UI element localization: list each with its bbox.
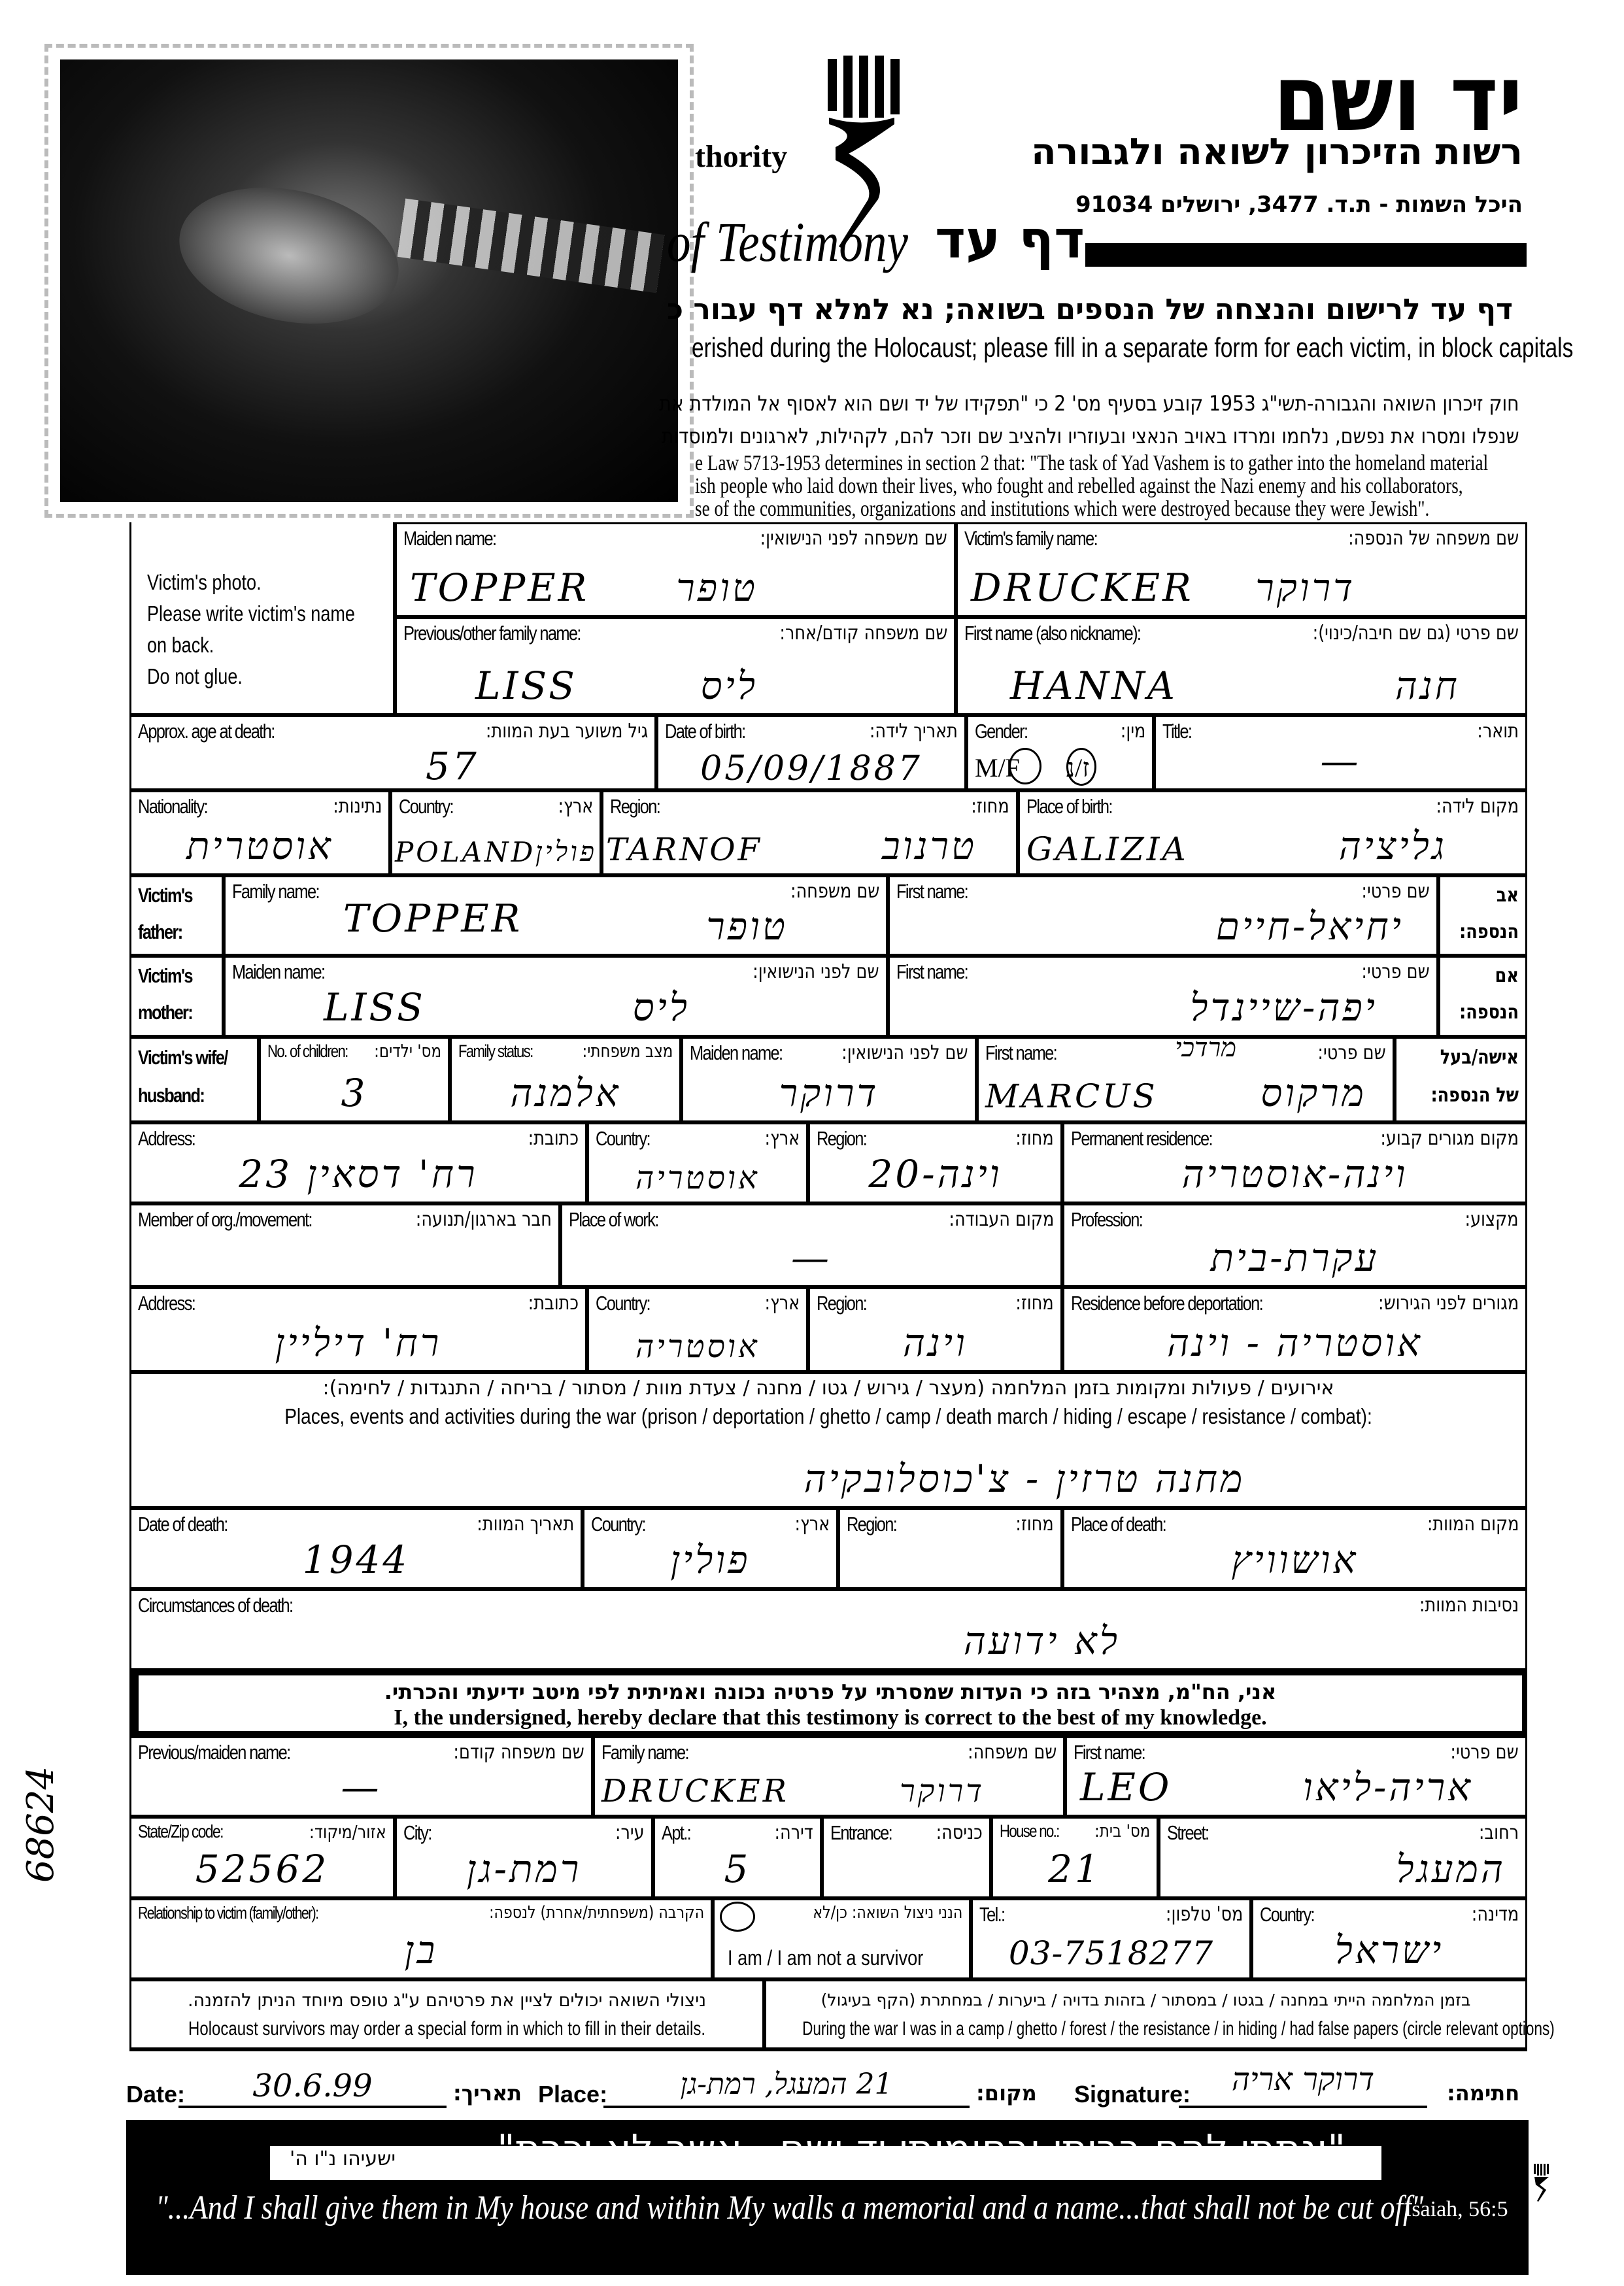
value: אוסטריה - וינה <box>1167 1320 1423 1365</box>
gender-field[interactable] <box>966 715 1154 790</box>
label: Member of org./movement: <box>138 1208 312 1231</box>
label: First name: <box>896 960 968 983</box>
photo-note-cell <box>129 522 395 715</box>
label: First name (also nickname): <box>964 622 1141 645</box>
place-label: Place: <box>538 2081 608 2108</box>
photo-note-line: Please write victim's name <box>147 601 355 626</box>
law-english-3: se of the communities, organizations and institutions which were destroyed because they were Jewish". <box>695 497 1430 521</box>
gender-selected-circle-hebrew <box>1066 748 1096 786</box>
photo-note-line: Victim's photo. <box>147 570 262 594</box>
label-hebrew: אזור/מיקוד: <box>309 1821 386 1843</box>
label: Address: <box>138 1292 195 1315</box>
label: Victim's family name: <box>964 527 1098 550</box>
label-hebrew: נסיבות המוות: <box>1419 1594 1519 1617</box>
label-hebrew: נתינות: <box>332 795 382 818</box>
label: Nationality: <box>138 795 208 818</box>
authority-hebrew: רשות הזיכרון לשואה ולגבורה <box>1031 131 1523 173</box>
date-label: Date: <box>126 2081 186 2108</box>
label: Permanent residence: <box>1071 1127 1212 1150</box>
label: Previous/maiden name: <box>138 1741 290 1764</box>
value-hebrew: פולין <box>535 835 597 867</box>
margin-record-number: 68624 <box>20 1766 62 1883</box>
label: Region: <box>817 1292 867 1315</box>
label-hebrew: שם לפני הנישואין: <box>841 1041 968 1064</box>
label: Tel.: <box>979 1903 1005 1926</box>
label-hebrew: מס' בית: <box>1094 1821 1150 1841</box>
spouse-first-name-field[interactable] <box>977 1033 1395 1122</box>
label: Place of work: <box>569 1208 658 1231</box>
value: ישראל <box>1334 1928 1444 1972</box>
label: First name: <box>1074 1741 1145 1764</box>
label: Place of birth: <box>1026 795 1112 818</box>
quote-english-reference: Isaiah, 56:5 <box>1404 2197 1508 2221</box>
mother-hebrew-label-cell <box>1438 956 1527 1037</box>
label-hebrew: מחוז: <box>1015 1127 1054 1150</box>
label: Maiden name: <box>403 527 496 550</box>
label-hebrew: רחוב: <box>1478 1821 1519 1844</box>
father-hebrew-label-cell <box>1438 875 1527 956</box>
value-latin: TOPPER <box>343 896 523 941</box>
label-hebrew: שם לפני הנישואין: <box>753 960 879 983</box>
value: 1944 <box>302 1538 410 1582</box>
spouse-maiden-name-field[interactable] <box>681 1037 977 1122</box>
label-hebrew: מחוז: <box>971 795 1009 818</box>
first-name-field[interactable] <box>956 617 1527 715</box>
mother-label-cell <box>129 956 224 1037</box>
value: לא ידועה <box>963 1619 1120 1663</box>
member-org-field[interactable] <box>129 1203 560 1287</box>
value-hebrew: טופר <box>706 904 788 949</box>
instructions-hebrew: דף עד לרישום והנצחה של הנספים בשואה; נא למלא דף עבור כ <box>667 293 1513 326</box>
maiden-name-field[interactable] <box>395 522 956 617</box>
war-label-hebrew: אירועים / פעולות ומקומות בזמן המלחמה (מעצר / גירוש / גטו / מחנה / צעדת מוות / מסתור / בריחה / התנגדות / לחימה): <box>322 1377 1334 1400</box>
label-hebrew: מקום העבודה: <box>949 1208 1054 1231</box>
label-hebrew: ארץ: <box>764 1127 800 1150</box>
title-english: of Testimony <box>667 210 908 273</box>
label: Region: <box>817 1127 867 1150</box>
value: אושוויץ <box>1231 1538 1359 1582</box>
submitter-first-name-field[interactable] <box>1065 1736 1527 1817</box>
value: יחיאל-חיים <box>1215 904 1404 949</box>
value-hebrew: טופר <box>676 565 758 610</box>
deportation-address-field[interactable] <box>129 1287 587 1372</box>
value: 52562 <box>195 1847 330 1891</box>
label-hebrew: ארץ: <box>558 795 593 818</box>
survivors-note-cell <box>129 1979 764 2051</box>
label-hebrew: מקום מגורים קבוע: <box>1380 1127 1519 1150</box>
value: — <box>341 1765 382 1809</box>
signoff-line <box>126 2061 1529 2113</box>
place-of-birth-field[interactable] <box>1018 790 1527 875</box>
death-region-field[interactable] <box>838 1508 1062 1589</box>
label-hebrew: ארץ: <box>764 1292 800 1315</box>
label-hebrew: שם פרטי: <box>1361 880 1430 903</box>
label-hebrew: כניסה: <box>936 1821 983 1844</box>
title-field[interactable] <box>1154 715 1527 790</box>
war-status-note-english: During the war I was in a camp / ghetto / forest / the resistance / in hiding / had false papers (circle relevant options) <box>802 2018 1555 2040</box>
label: Country: <box>591 1513 645 1536</box>
value-hebrew: ליס <box>700 664 758 708</box>
region-of-birth-field[interactable] <box>601 790 1018 875</box>
label-hebrew: שם משפחה לפני הנישואין: <box>760 527 947 550</box>
photo-sleeve <box>398 199 665 294</box>
law-hebrew-2: שנפלו ומסרו את נפשם, נלחמו ומרדו באויב הנאצי ובעוזריו ולהציב שם וזכר להם, לקהילות, לארגונים ולמוסדות <box>662 424 1519 448</box>
label: Victim's wife/ husband: <box>138 1046 228 1107</box>
circumstances-of-death-field[interactable] <box>129 1589 1527 1670</box>
value-latin: TARNOF <box>606 832 762 868</box>
address-hebrew: היכל השמות - ת.ד. 3477, ירושלים 91034 <box>1075 192 1523 218</box>
value: 5 <box>724 1847 751 1891</box>
law-english-1: e Law 5713-1953 determines in section 2 that: "The task of Yad Vashem is to gather into the homeland material <box>695 451 1489 475</box>
declaration-hebrew: אני, הח"מ, מצהיר בזה כי העדות שמסרתי על פרטיה נכונה ואמיתית לפי מיטב ידיעתי והכרתי. <box>384 1679 1277 1704</box>
label-hebrew: מחוז: <box>1015 1292 1054 1315</box>
apartment-field[interactable] <box>653 1817 822 1898</box>
label: Country: <box>399 795 453 818</box>
instructions-english: erished during the Holocaust; please fill in a separate form for each victim, in block capitals <box>692 332 1574 363</box>
label-hebrew: שם פרטי (גם שם חיבה/כינוי): <box>1312 622 1519 645</box>
label-hebrew: הנני ניצול השואה: כן/לא <box>813 1903 962 1923</box>
date-input[interactable]: 30.6.99 <box>178 2068 447 2108</box>
telephone-field[interactable] <box>971 1898 1251 1979</box>
age-field[interactable] <box>129 715 656 790</box>
value-latin: POLAND <box>395 836 536 868</box>
value: — <box>1320 739 1361 783</box>
quote-hebrew-reference: ישעיהו נ"ו ה' <box>290 2147 396 2170</box>
label: Country: <box>1260 1903 1314 1926</box>
value-hebrew: גליציה <box>1338 824 1447 868</box>
nationality-field[interactable] <box>129 790 390 875</box>
label-hebrew: אישה/בעל של הנספה: <box>1430 1046 1519 1107</box>
residence-region-field[interactable] <box>808 1122 1062 1203</box>
deportation-region-field[interactable] <box>808 1287 1062 1372</box>
father-family-name-field[interactable] <box>224 875 888 956</box>
spouse-label-cell <box>129 1037 259 1122</box>
place-label-hebrew: מקום: <box>976 2081 1037 2106</box>
label-hebrew: מין: <box>1120 720 1145 743</box>
value: רח' דיליין <box>275 1320 442 1365</box>
value: 57 <box>426 744 479 788</box>
value-hebrew: חנה <box>1395 664 1460 708</box>
value-hebrew: אריה-ליאו <box>1302 1765 1473 1809</box>
label-hebrew: שם משפחה: <box>790 880 879 903</box>
label: Maiden name: <box>232 960 325 983</box>
label-hebrew: מקום לידה: <box>1436 795 1519 818</box>
label: Family status: <box>458 1041 533 1061</box>
signature-label-hebrew: חתימה: <box>1447 2081 1520 2106</box>
signature-input[interactable]: דרוקר אריה <box>1179 2061 1427 2108</box>
declaration-box <box>129 1670 1527 1736</box>
law-hebrew-1: חוק זיכרון השואה והגבורה-תשי"ג 1953 קובע בסעיף מס' 2 כי "תפקידו של יד ושם הוא לאסוף אל המולדת את <box>659 391 1519 416</box>
death-country-field[interactable] <box>583 1508 838 1589</box>
family-status-field[interactable] <box>450 1037 681 1122</box>
victim-photo <box>44 44 694 518</box>
zip-code-field[interactable] <box>129 1817 395 1898</box>
label-hebrew: אב הנספה: <box>1459 884 1519 943</box>
city-field[interactable] <box>395 1817 653 1898</box>
value-latin: LISS <box>475 664 577 708</box>
quote-banner <box>126 2120 1529 2275</box>
label: First name: <box>985 1041 1057 1064</box>
war-events-field[interactable] <box>129 1372 1527 1508</box>
value: אוסטריה <box>635 1160 760 1196</box>
entrance-field[interactable] <box>822 1817 991 1898</box>
value: רמת-גן <box>466 1847 582 1891</box>
label: Gender: <box>975 720 1028 743</box>
label-hebrew: אם הנספה: <box>1459 964 1519 1024</box>
label: Family name: <box>232 880 319 903</box>
label-hebrew: שם משפחה קודם/אחר: <box>779 622 947 645</box>
deportation-country-field[interactable] <box>587 1287 808 1372</box>
value: אלמנה <box>510 1071 621 1115</box>
value-hebrew: טרנוב <box>881 824 977 868</box>
permanent-residence-field[interactable] <box>1062 1122 1527 1203</box>
value: המעגל <box>1396 1847 1506 1891</box>
label: Profession: <box>1071 1208 1143 1231</box>
label: Title: <box>1162 720 1192 743</box>
label-hebrew: שם משפחה של הנספה: <box>1347 527 1519 550</box>
label-hebrew: חבר בארגון/תנועה: <box>415 1208 552 1231</box>
value-hebrew: ליס <box>632 985 690 1030</box>
value: וינה-20 <box>868 1152 1002 1196</box>
label-hebrew: שם פרטי: <box>1450 1741 1519 1764</box>
house-number-field[interactable] <box>991 1817 1159 1898</box>
value: מחנה טרזין - צ'כוסלובקיה <box>804 1456 1245 1501</box>
value: רח' דסאין 23 <box>239 1152 478 1196</box>
value-latin: GALIZIA <box>1026 830 1189 868</box>
label-hebrew: שם משפחה קודם: <box>453 1741 584 1764</box>
value: יפה-שיינדל <box>1190 985 1378 1030</box>
survivors-note-english: Holocaust survivors may order a special form in which to fill in their details. <box>188 2018 705 2040</box>
photo-note-line: on back. <box>147 633 214 657</box>
value: עקרת-בית <box>1210 1235 1379 1280</box>
title-bar <box>1085 243 1527 267</box>
label-hebrew: גיל משוער בעת המוות: <box>485 720 648 743</box>
value: 03-7518277 <box>1008 1934 1214 1972</box>
label-hebrew: מדינה: <box>1471 1903 1519 1926</box>
label: Residence before deportation: <box>1071 1292 1263 1315</box>
quote-hebrew: "ונתתי להם בביתי ובחומותי יד ושם...אשר לא יכרת" <box>497 2126 1345 2172</box>
label-hebrew: שם פרטי: <box>1317 1041 1386 1064</box>
father-first-name-field[interactable] <box>888 875 1438 956</box>
value: אוסטרית <box>186 824 333 868</box>
label: Country: <box>596 1127 650 1150</box>
photo-face <box>167 169 411 343</box>
gender-selected-circle <box>1009 748 1041 784</box>
mother-maiden-name-field[interactable] <box>224 956 888 1037</box>
gender-options-hebrew: ז/נ <box>1066 753 1090 782</box>
profession-field[interactable] <box>1062 1203 1527 1287</box>
label: Circumstances of death: <box>138 1594 293 1617</box>
law-english-2: ish people who laid down their lives, who fought and rebelled against the Nazi enemy and his collaborators, <box>695 474 1463 498</box>
date-of-death-field[interactable] <box>129 1508 583 1589</box>
label: House no.: <box>1000 1821 1059 1841</box>
label-hebrew: דירה: <box>774 1821 813 1844</box>
title-hebrew: דף עד <box>935 209 1085 270</box>
label: Victim's mother: <box>138 964 193 1024</box>
value: וינה <box>903 1320 968 1365</box>
label: Maiden name: <box>690 1041 783 1064</box>
label: Entrance: <box>830 1821 892 1844</box>
label: State/Zip code: <box>138 1821 223 1841</box>
label-hebrew: כתובת: <box>528 1127 579 1150</box>
label: Approx. age at death: <box>138 720 275 743</box>
country-of-birth-field[interactable] <box>390 790 601 875</box>
street-field[interactable] <box>1159 1817 1527 1898</box>
value-latin: DRUCKER <box>971 565 1194 610</box>
declaration-english: I, the undersigned, hereby declare that this testimony is correct to the best of my knowledge. <box>394 1706 1267 1730</box>
submitter-previous-name-field[interactable] <box>129 1736 593 1817</box>
org-name-hebrew: יד ושם <box>1273 46 1523 152</box>
label: First name: <box>896 880 968 903</box>
label: Family name: <box>601 1741 688 1764</box>
value-hebrew: דרוקר <box>900 1773 985 1809</box>
label-hebrew: עיר: <box>615 1821 645 1844</box>
quote-english: "...And I shall give them in My house and within My walls a memorial and a name...that shall not be cut off" <box>156 2189 1424 2227</box>
value: פולין <box>670 1538 751 1582</box>
place-of-work-field[interactable] <box>560 1203 1062 1287</box>
value: 3 <box>341 1071 368 1115</box>
previous-name-field[interactable] <box>395 617 956 715</box>
address-field[interactable] <box>129 1122 587 1203</box>
small-logo-icon <box>1533 2164 1550 2203</box>
survivor-label-english: I am / I am not a survivor <box>728 1946 924 1970</box>
value-hebrew: מרקוס <box>1260 1071 1366 1115</box>
value: דרוקר <box>779 1071 879 1115</box>
label-hebrew: תואר: <box>1477 720 1519 743</box>
date-label-hebrew: תאריך: <box>453 2081 522 2106</box>
survivors-note-hebrew: ניצולי השואה יכולים לציין את פרטיהם ע"ג טופס מיוחד הניתן להזמנה. <box>187 1991 707 2011</box>
label: Relationship to victim (family/other): <box>138 1903 318 1923</box>
label: Region: <box>610 795 660 818</box>
value: 05/09/1887 <box>700 749 922 788</box>
signature-label: Signature: <box>1074 2081 1191 2108</box>
label-hebrew: מצב משפחתי: <box>582 1041 673 1062</box>
place-of-death-field[interactable] <box>1062 1508 1527 1589</box>
label-hebrew: שם פרטי: <box>1361 960 1430 983</box>
label-hebrew: מס' טלפון: <box>1165 1903 1243 1926</box>
label: Victim's father: <box>138 884 192 943</box>
label-hebrew: מחוז: <box>1015 1513 1054 1536</box>
value-latin: DRUCKER <box>601 1773 789 1809</box>
residence-before-deportation-field[interactable] <box>1062 1287 1527 1372</box>
authority-english: thority <box>695 139 788 174</box>
value-hebrew: דרוקר <box>1255 565 1355 610</box>
label-hebrew: מקום המוות: <box>1427 1513 1519 1536</box>
war-status-note-hebrew: בזמן המלחמה הייתי במחנה / בגטו / במסתור / בזהות בדויה / ביערות / במחתרת (הקף בעיגול) <box>820 1991 1471 2009</box>
spouse-hebrew-label-cell <box>1395 1037 1527 1122</box>
value-latin: HANNA <box>1010 664 1177 708</box>
label: Place of death: <box>1071 1513 1166 1536</box>
value: 21 <box>1048 1847 1102 1891</box>
value-latin: TOPPER <box>410 565 590 610</box>
submitter-country-field[interactable] <box>1251 1898 1527 1979</box>
family-name-field[interactable] <box>956 522 1527 617</box>
label-hebrew: כתובת: <box>528 1292 579 1315</box>
label-hebrew: מגורים לפני הגירוש: <box>1378 1292 1519 1315</box>
label: Date of birth: <box>665 720 745 743</box>
label-hebrew: הקרבה (משפחתית/אחרת) לנספה: <box>488 1903 704 1923</box>
photo-note-line: Do not glue. <box>147 664 243 688</box>
label: Date of death: <box>138 1513 228 1536</box>
value: בן <box>404 1928 438 1972</box>
date-of-birth-field[interactable] <box>656 715 966 790</box>
residence-country-field[interactable] <box>587 1122 808 1203</box>
value: — <box>791 1235 832 1280</box>
label: City: <box>403 1821 431 1844</box>
value-latin: LEO <box>1080 1765 1172 1809</box>
label-hebrew: תאריך לידה: <box>869 720 958 743</box>
father-label-cell <box>129 875 224 956</box>
label: Country: <box>596 1292 650 1315</box>
label-hebrew: מקצוע: <box>1464 1208 1519 1231</box>
label-hebrew: ארץ: <box>794 1513 830 1536</box>
war-label-english: Places, events and activities during the war (prison / deportation / ghetto / camp / death march / hiding / escape / resistance / combat): <box>284 1404 1372 1428</box>
label-hebrew: מס' ילדים: <box>374 1041 441 1062</box>
relationship-field[interactable] <box>129 1898 713 1979</box>
survivor-status-field[interactable] <box>713 1898 971 1979</box>
label-hebrew: תאריך המוות: <box>477 1513 574 1536</box>
label: Address: <box>138 1127 195 1150</box>
place-input[interactable]: 21 המעגל, רמת-גן <box>603 2068 970 2108</box>
label: No. of children: <box>267 1041 348 1061</box>
value: וינה-אוסטריה <box>1181 1152 1408 1196</box>
value: אוסטריה <box>635 1328 760 1365</box>
label-hebrew: שם משפחה: <box>967 1741 1057 1764</box>
label: Region: <box>847 1513 897 1536</box>
survivor-selected-circle <box>720 1902 755 1932</box>
children-count-field[interactable] <box>259 1037 450 1122</box>
war-status-note-cell[interactable] <box>764 1979 1555 2051</box>
label: Apt.: <box>662 1821 691 1844</box>
label: Street: <box>1167 1821 1209 1844</box>
value-latin: MARCUS <box>985 1077 1158 1115</box>
label: Previous/other family name: <box>403 622 581 645</box>
gender-options: M/F <box>975 753 1020 782</box>
submitter-family-name-field[interactable] <box>593 1736 1065 1817</box>
mother-first-name-field[interactable] <box>888 956 1438 1037</box>
value-latin: LISS <box>324 985 426 1030</box>
value-note: מרדכי <box>1175 1033 1237 1062</box>
